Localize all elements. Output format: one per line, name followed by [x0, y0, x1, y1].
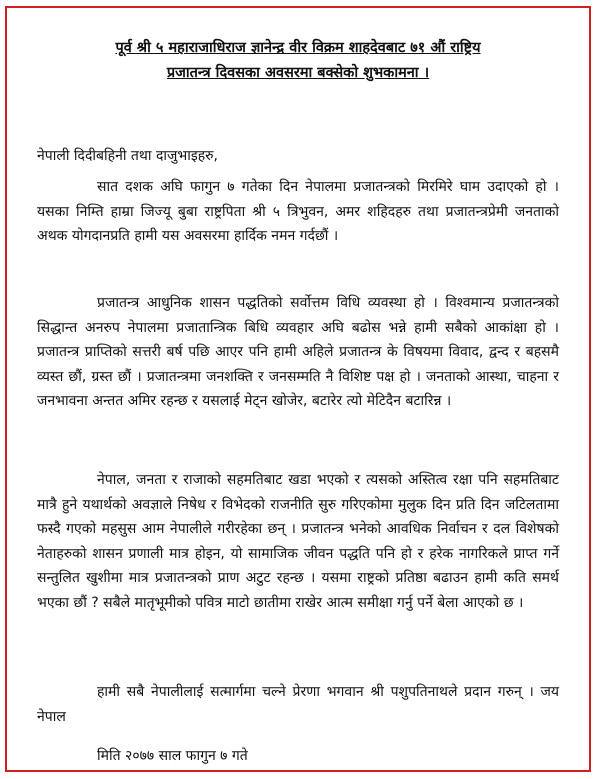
salutation: नेपाली दिदीबहिनी तथा दाजुभाइहरु, — [37, 148, 218, 164]
document-date: मिति २०७७ साल फागुन ७ गते — [97, 748, 248, 764]
document-page — [5, 6, 591, 772]
paragraph-2: प्रजातन्त्र आधुनिक शासन पद्धतिको सर्वोत्तम विधि व्यवस्था हो । विश्वमान्य प्रजातन्त्रको सिद्धान्त अनरुप नेपालमा प्रजातान्त्रिक बिधि व्यवहार अघि बढोस भन्ने हामी सबैको आकांक्षा हो । प्रजातन्त्र प्राप्तिको सत्तरी बर्ष पछि आएर पनि हामी अहिले प्रजातन्त्र के विषयमा विवाद, द्वन्द र बहसमै व्यस्त छौं, ग्रस्त छौं । प्रजातन्त्रमा जनशक्ति र जनसम्मति नै विशिष्ट पक्ष हो । जनताको आस्था, चाहना र जनभावना अन्तत अमिर रहन्छ र यसलाई मेट्न खोजेर, बटारेर त्यो मेटिदैन बटारिन्न । — [37, 295, 559, 409]
title-line-2: प्रजातन्त्र दिवसका अवसरमा बक्सेको शुभकामना । — [166, 65, 430, 81]
title-line-1: पूर्व श्री ५ महाराजाधिराज ज्ञानेन्द्र वीर विक्रम शाहदेवबाट ७१ औं राष्ट्रिय — [115, 40, 481, 56]
document-title — [7, 36, 589, 86]
paragraph-4: हामी सबै नेपालीलाई सत्मार्गमा चल्ने प्रेरणा भगवान श्री पशुपतिनाथले प्रदान गरुन् । जय नेपाल — [37, 684, 559, 725]
paragraph-1: सात दशक अघि फागुन ७ गतेका दिन नेपालमा प्रजातन्त्रको मिरमिरे घाम उदाएको हो । यसका निम्ति हाम्रा जिज्यू बुबा राष्ट्रपिता श्री ५ त्रिभुवन, अमर शहिदहरु तथा प्रजातन्त्रप्रेमी जनताको अथक योगदानप्रति हामी यस अवसरमा हार्दिक नमन गर्दछौं । — [37, 179, 559, 244]
paragraph-3: नेपाल, जनता र राजाको सहमतिबाट खडा भएको र त्यसको अस्तित्व रक्षा पनि सहमतिबाट मात्रै हुने यथार्थको अवज्ञाले निषेध र विभेदको राजनीति सुरु गरिएकोमा मुलुक दिन प्रति दिन जटिलतामा फस्दै गएको महसुस आम नेपालीले गरीरहेका छन् । प्रजातन्त्र भनेको आवधिक निर्वाचन र दल विशेषको नेताहरुको शासन प्रणाली मात्र होइन, यो सामाजिक जीवन पद्धति पनि हो र हरेक नागरिकले प्राप्त गर्ने सन्तुलित खुशीमा मात्र प्रजातन्त्रको प्राण अटुट रहन्छ । यसमा राष्ट्रको प्रतिष्ठा बढाउन हामी कति समर्थ भएका छौं ? सबैले मातृभूमीको पवित्र माटो छातीमा राखेर आत्म समीक्षा गर्नु पर्ने बेला आएको छ । — [37, 472, 559, 611]
